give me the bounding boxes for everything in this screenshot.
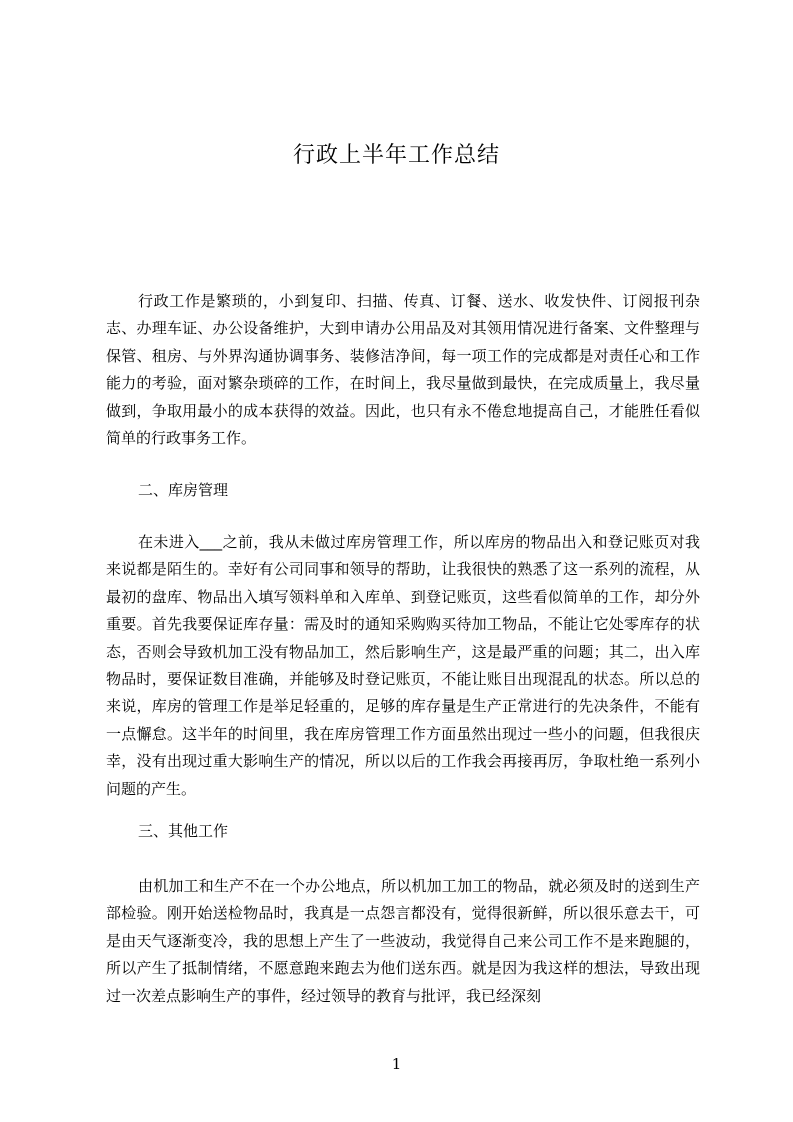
warehouse-paragraph: 在未进入___之前，我从未做过库房管理工作，所以库房的物品出入和登记账页对我来说都是陌生的。幸好有公司同事和领导的帮助，让我很快的熟悉了这一系列的流程，从最初的盘库、物品出入填写领料单和入库单、到登记账页，这些看似简单的工作，却分外重要。首先我要保证库存量：需及时的通知采购购买待加工物品，不能让它处零库存的状态，否则会导致机加工没有物品加工，然后影响生产，这是最严重的问题；其二，出入库物品时，要保证数目准确，并能够及时登记账页，不能让账目出现混乱的状态。所以总的来说，库房的管理工作是举足轻重的，足够的库存量是生产正常进行的先决条件，不能有一点懈怠。这半年的时间里，我在库房管理工作方面虽然出现过一些小的问题，但我很庆幸，没有出现过重大影响生产的情况，所以以后的工作我会再接再厉，争取杜绝一系列小问题的产生。 (106, 533, 700, 798)
page-title: 行政上半年工作总结 (292, 143, 500, 168)
section-heading-warehouse: 二、库房管理 (138, 481, 229, 499)
intro-paragraph: 行政工作是繁琐的，小到复印、扫描、传真、订餐、送水、收发快件、订阅报刊杂志、办理车证、办公设备维护，大到申请办公用品及对其领用情况进行备案、文件整理与保管、租房、与外界沟通协调事务、装修洁净间，每一项工作的完成都是对责任心和工作能力的考验，面对繁杂琐碎的工作，在时间上，我尽量做到最快，在完成质量上，我尽量做到，争取用最小的成本获得的效益。因此，也只有永不倦怠地提高自己，才能胜任看似简单的行政事务工作。 (106, 292, 700, 448)
other-work-paragraph: 由机加工和生产不在一个办公地点，所以机加工加工的物品，就必须及时的送到生产部检验。刚开始送检物品时，我真是一点怨言都没有，觉得很新鲜，所以很乐意去干，可是由天气逐渐变冷，我的思想上产生了一些波动，我觉得自己来公司工作不是来跑腿的，所以产生了抵制情绪，不愿意跑来跑去为他们送东西。就是因为我这样的想法，导致出现过一次差点影响生产的事件，经过领导的教育与批评，我已经深刻 (106, 877, 700, 1005)
section-heading-other-work: 三、其他工作 (138, 822, 229, 840)
page-number: 1 (391, 1055, 402, 1073)
